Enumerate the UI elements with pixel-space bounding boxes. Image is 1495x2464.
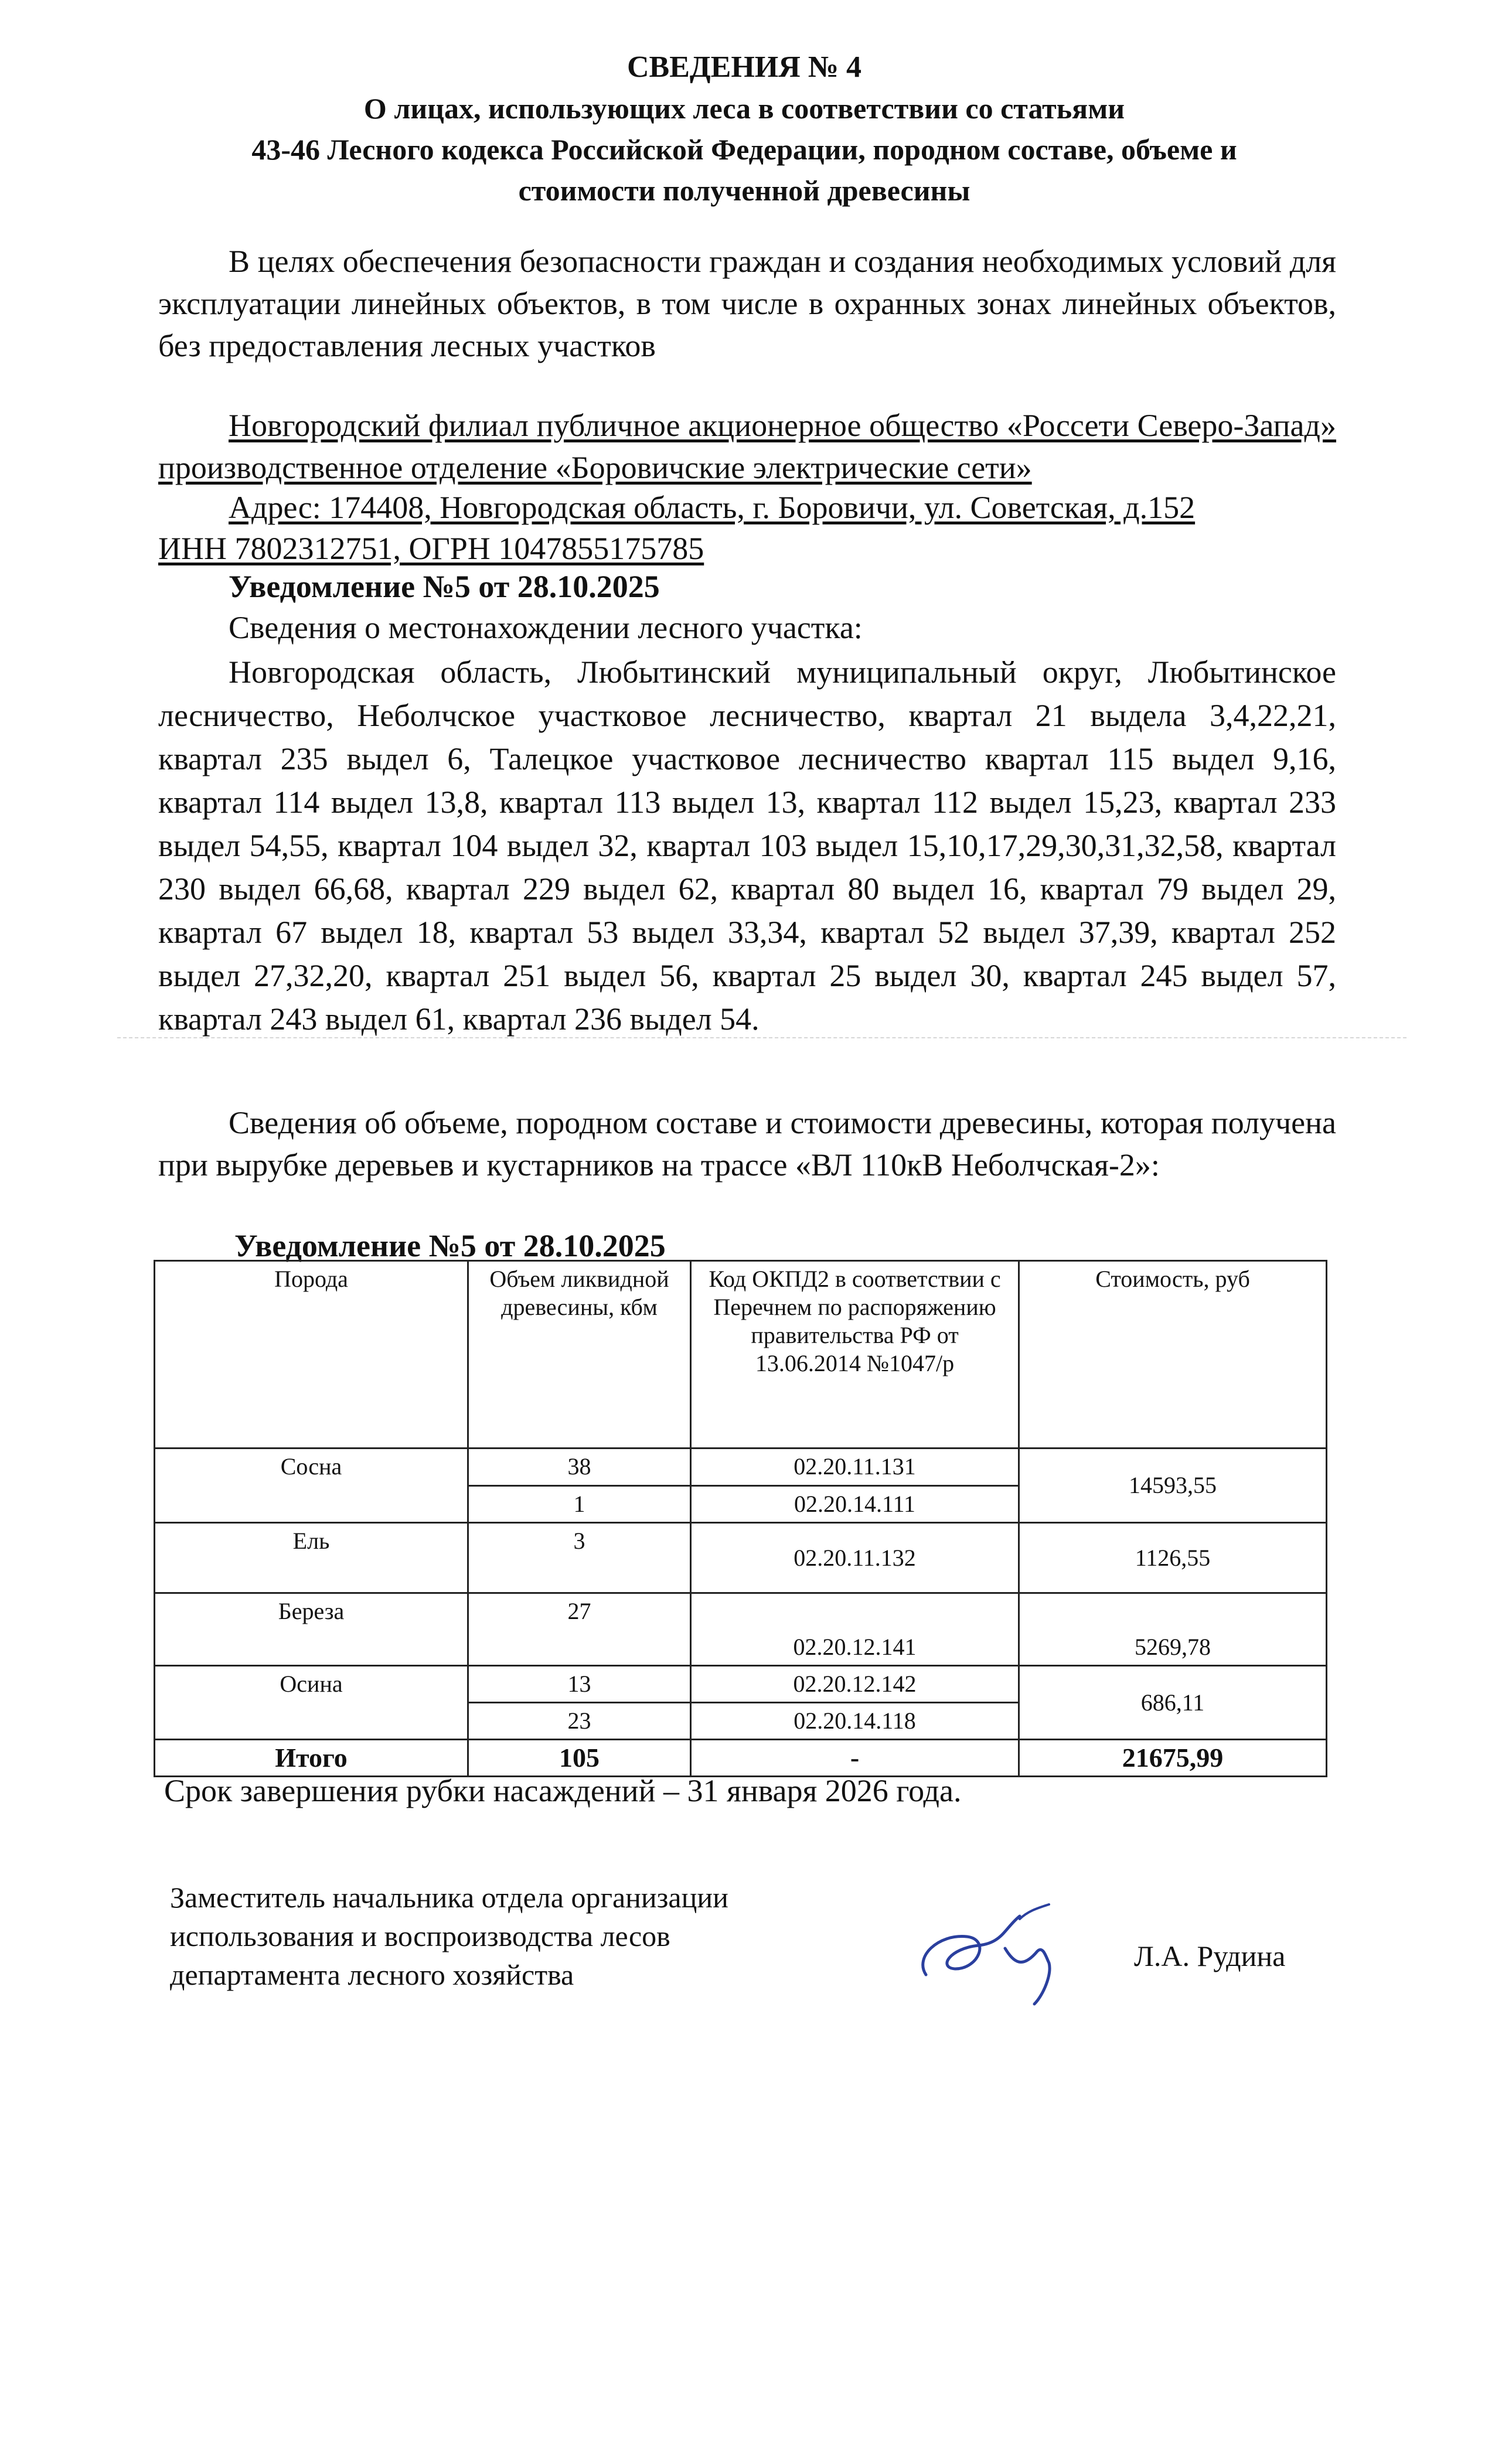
location-heading: Сведения о местонахождении лесного участка: [229, 610, 863, 645]
cell-species: Сосна [155, 1449, 468, 1523]
header-species: Порода [155, 1261, 468, 1449]
title-line-4: стоимости полученной древесины [518, 174, 970, 207]
notice-heading: Уведомление №5 от 28.10.2025 [229, 569, 660, 604]
organization-name: Новгородский филиал публичное акционерное общество «Россети Северо-Запад» производственное отделение «Боровичские электрические сети» [158, 408, 1336, 485]
cell-volume: 27 [468, 1593, 691, 1666]
signatory-position [170, 1878, 932, 1994]
total-volume: 105 [468, 1740, 691, 1777]
volume-intro: Сведения об объеме, породном составе и стоимости древесины, которая получена при вырубке деревьев и кустарников на трассе «ВЛ 110кВ Неболчская-2»: [158, 1105, 1336, 1182]
cell-volume: 3 [468, 1523, 691, 1593]
cell-species: Ель [155, 1523, 468, 1593]
handwritten-signature [903, 1893, 1102, 2010]
cell-species: Береза [155, 1593, 468, 1666]
cell-cost: 686,11 [1019, 1666, 1327, 1740]
table-row [155, 1593, 1327, 1666]
cell-code: 02.20.14.111 [691, 1486, 1019, 1523]
document-title [141, 47, 1348, 211]
location-text: Новгородская область, Любытинский муниципальный округ, Любытинское лесничество, Неболчское участковое лесничество, квартал 21 выдела 3,4,22,21, квартал 235 выдел 6, Талецкое участковое лесничество квартал 115 выдел 9,16, квартал 114 выдел 13,8, квартал 113 выдел 13, квартал 112 выдел 15,23, квартал 233 выдел 54,55, квартал 104 выдел 32, квартал 103 выдел 15,10,17,29,30,31,32,58, квартал 230 выдел 66,68, квартал 229 выдел 62, квартал 80 выдел 16, квартал 79 выдел 29, квартал 67 выдел 18, квартал 53 выдел 33,34, квартал 52 выдел 37,39, квартал 252 выдел 27,32,20, квартал 251 выдел 56, квартал 25 выдел 30, квартал 245 выдел 57, квартал 243 выдел 61, квартал 236 выдел 54. [158, 655, 1336, 1037]
scan-artifact-line [117, 1037, 1407, 1038]
cell-volume: 13 [468, 1666, 691, 1703]
header-volume: Объем ликвидной древесины, кбм [468, 1261, 691, 1449]
title-line-1: СВЕДЕНИЯ № 4 [626, 50, 862, 84]
cell-code: 02.20.12.142 [691, 1666, 1019, 1703]
header-cost: Стоимость, руб [1019, 1261, 1327, 1449]
table-row [155, 1523, 1327, 1593]
position-line-1: Заместитель начальника отдела организации [170, 1881, 728, 1914]
cell-volume: 38 [468, 1449, 691, 1486]
cell-species: Осина [155, 1666, 468, 1740]
title-line-3: 43-46 Лесного кодекса Российской Федерации, породном составе, объеме и [251, 133, 1237, 166]
total-label: Итого [155, 1740, 468, 1777]
cell-cost: 1126,55 [1019, 1523, 1327, 1593]
organization-ids: ИНН 7802312751, ОГРН 1047855175785 [158, 531, 704, 566]
position-line-3: департамента лесного хозяйства [170, 1958, 574, 1991]
total-cost: 21675,99 [1019, 1740, 1327, 1777]
deadline-text: Срок завершения рубки насаждений – 31 января 2026 года. [164, 1773, 962, 1808]
cell-cost: 5269,78 [1019, 1593, 1327, 1666]
organization-address: Адрес: 174408, Новгородская область, г. Боровичи, ул. Советская, д.152 [229, 490, 1196, 525]
total-code: - [691, 1740, 1019, 1777]
signatory-name: Л.А. Рудина [1134, 1940, 1286, 1972]
position-line-2: использования и воспроизводства лесов [170, 1920, 670, 1952]
table-row [155, 1666, 1327, 1703]
cell-code: 02.20.11.132 [691, 1523, 1019, 1593]
cell-code: 02.20.12.141 [691, 1593, 1019, 1666]
header-code: Код ОКПД2 в соответствии с Перечнем по распоряжению правительства РФ от 13.06.2014 №1047/р [691, 1261, 1019, 1449]
timber-table [154, 1260, 1327, 1777]
cell-cost: 14593,55 [1019, 1449, 1327, 1523]
title-line-2: О лицах, использующих леса в соответствии со статьями [363, 92, 1125, 125]
table-notice-heading: Уведомление №5 от 28.10.2025 [234, 1228, 666, 1263]
table-row [155, 1449, 1327, 1486]
cell-volume: 23 [468, 1703, 691, 1740]
cell-volume: 1 [468, 1486, 691, 1523]
cell-code: 02.20.14.118 [691, 1703, 1019, 1740]
purpose-paragraph: В целях обеспечения безопасности граждан и создания необходимых условий для эксплуатации линейных объектов, в том числе в охранных зонах линейных объектов, без предоставления лесных участков [158, 244, 1336, 363]
table-header-row [155, 1261, 1327, 1449]
cell-code: 02.20.11.131 [691, 1449, 1019, 1486]
